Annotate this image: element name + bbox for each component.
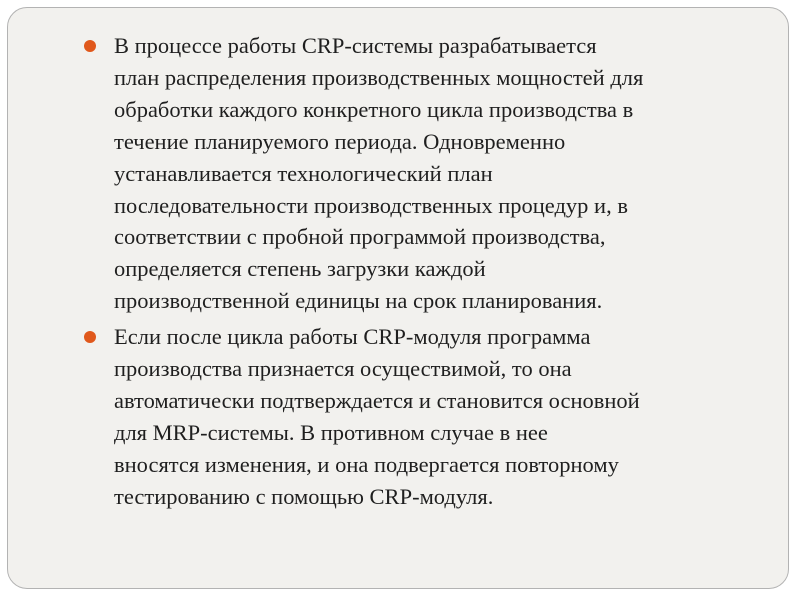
bullet-item-2 — [84, 321, 754, 512]
bullet-line: автоматически подтверждается и становится основной — [114, 387, 640, 413]
bullet-item-1 — [84, 30, 754, 317]
bullet-line: производства признается осуществимой, то она — [114, 356, 572, 382]
bullet-line: производственной единицы на срок планирования. — [114, 288, 603, 314]
bullet-line: обработки каждого конкретного цикла производства в — [114, 96, 634, 122]
bullet-line: В процессе работы CRP-системы разрабатывается — [114, 33, 597, 58]
bullet-line: для MRP-системы. В противном случае в нее — [114, 419, 548, 445]
bullet-line: течение планируемого периода. Одновременно — [114, 128, 566, 154]
bullet-line: вносятся изменения, и она подвергается повторному — [114, 451, 619, 477]
bullet-line: последовательности производственных процедур и, в — [114, 192, 628, 218]
bullet-line: соответствии с пробной программой производства, — [114, 224, 606, 250]
bullet-icon — [84, 331, 96, 343]
bullet-line: план распределения производственных мощностей для — [114, 64, 644, 90]
bullet-icon — [84, 40, 96, 52]
bullet-line: определяется степень загрузки каждой — [114, 256, 486, 282]
bullet-line: Если после цикла работы CRP-модуля программа — [114, 324, 591, 350]
bullet-line: устанавливается технологический план — [114, 160, 493, 186]
slide-content — [84, 30, 754, 513]
bullet-line: тестированию с помощью CRP-модуля. — [114, 483, 494, 509]
